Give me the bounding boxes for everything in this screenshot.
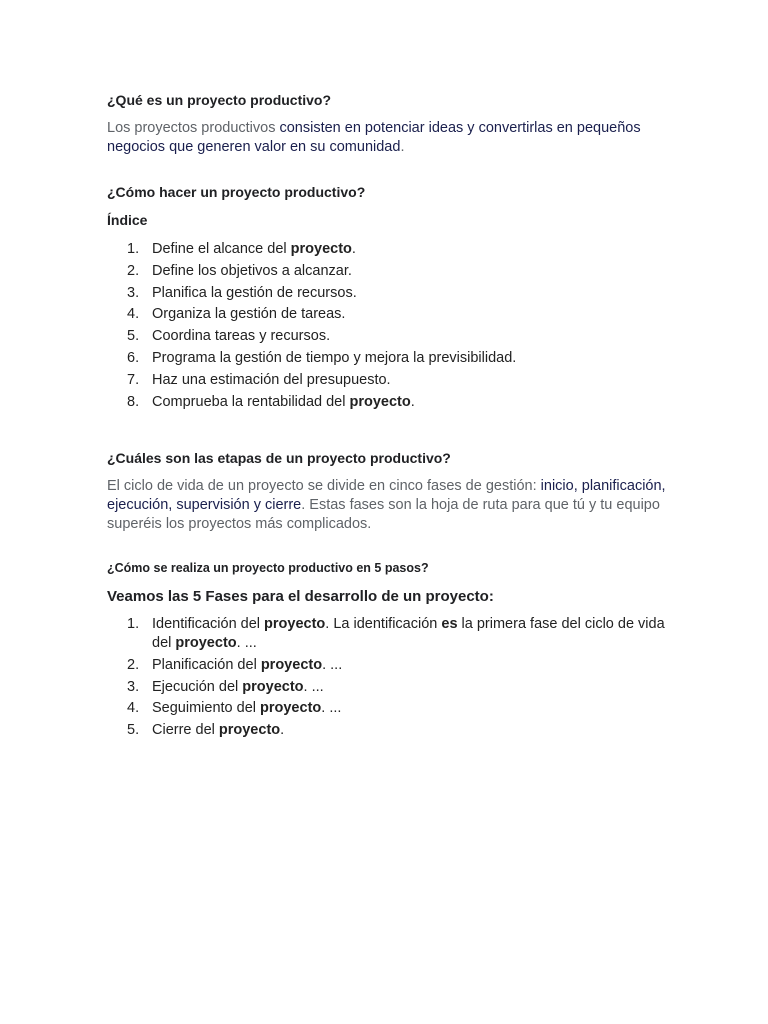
index-list-item <box>107 349 667 368</box>
list-item-bold: proyecto <box>264 616 326 632</box>
list-item-text: . ... <box>321 700 342 717</box>
list-item-text: Planifica la gestión de recursos. <box>152 284 357 301</box>
list-item-text: Programa la gestión de tiempo y mejora la previsibilidad. <box>152 349 517 366</box>
list-item-bold: proyecto <box>175 635 237 651</box>
section4-heading: ¿Cómo se realiza un proyecto productivo en 5 pasos? <box>107 561 429 575</box>
list-item-number: 7. <box>127 371 140 388</box>
list-item-number: 6. <box>127 349 140 366</box>
list-item-bold: proyecto <box>349 393 411 410</box>
list-item-number: 8. <box>127 393 140 410</box>
section1-para-highlight: consisten en potenciar ideas y convertirlas en pequeños negocios que generen valor en su comunidad <box>107 120 641 155</box>
phase-list-item <box>107 721 667 740</box>
list-item-number: 2. <box>127 656 140 673</box>
list-item-number: 5. <box>127 328 140 345</box>
section2-heading: ¿Cómo hacer un proyecto productivo? <box>107 184 366 200</box>
list-item-number: 3. <box>127 678 140 695</box>
phase-list-item <box>107 656 667 675</box>
section3-paragraph <box>107 477 667 534</box>
list-item-number: 2. <box>127 262 140 279</box>
section3-para-highlight: inicio, planificación, ejecución, supervisión y cierre <box>107 478 666 513</box>
list-item-text: Ejecución del <box>152 678 243 695</box>
phase-list-item <box>107 678 667 697</box>
list-item-text: . ... <box>303 678 324 695</box>
list-item-number: 1. <box>127 616 140 632</box>
list-item-number: 4. <box>127 700 140 717</box>
index-list-item <box>107 305 667 324</box>
section4-subheading: Veamos las 5 Fases para el desarrollo de un proyecto: <box>107 588 494 605</box>
list-item-text: Coordina tareas y recursos. <box>152 328 331 345</box>
list-item-bold: proyecto <box>260 656 323 673</box>
list-item-bold: proyecto <box>290 241 352 257</box>
list-item-text: . <box>280 722 285 739</box>
list-item-text: Planificación del <box>152 656 261 673</box>
list-item-number: 4. <box>127 306 140 323</box>
index-list-item <box>107 393 667 412</box>
list-item-text: Define los objetivos a alcanzar. <box>152 262 352 279</box>
section3-para-tail: . Estas fases son la hoja de ruta para que tú y tu equipo superéis los proyectos más complicados. <box>107 497 660 532</box>
list-item-text: . La identificación <box>325 616 442 632</box>
index-list-item <box>107 240 667 259</box>
section3-para-lead: El ciclo de vida de un proyecto se divide en cinco fases de gestión: <box>107 478 541 494</box>
index-list-item <box>107 327 667 346</box>
index-list <box>107 240 667 414</box>
section1-para-tail: . <box>400 139 405 155</box>
index-title: Índice <box>107 212 148 228</box>
list-item-text: . ... <box>236 635 257 651</box>
list-item-bold: es <box>441 616 458 632</box>
list-item-bold: proyecto <box>260 700 322 717</box>
list-item-text: . <box>351 241 356 257</box>
phase-list-item <box>107 615 667 653</box>
list-item-text: . ... <box>322 656 343 673</box>
list-item-bold: proyecto <box>242 678 304 695</box>
section1-heading: ¿Qué es un proyecto productivo? <box>107 92 332 108</box>
list-item-number: 5. <box>127 722 140 739</box>
list-item-text: Organiza la gestión de tareas. <box>152 306 346 323</box>
index-list-item <box>107 262 667 281</box>
section1-para-lead: Los proyectos productivos <box>107 120 280 136</box>
section1-paragraph <box>107 119 667 157</box>
list-item-text: . <box>410 393 415 410</box>
list-item-text: Haz una estimación del presupuesto. <box>152 371 391 388</box>
list-item-number: 1. <box>127 241 140 257</box>
list-item-number: 3. <box>127 284 140 301</box>
list-item-text: Cierre del <box>152 722 219 739</box>
phase-list-item <box>107 699 667 718</box>
index-list-item <box>107 371 667 390</box>
index-list-item <box>107 284 667 303</box>
list-item-text: Seguimiento del <box>152 700 261 717</box>
list-item-text: Define el alcance del <box>152 241 291 257</box>
list-item-text: la primera fase del ciclo de vida del <box>152 616 665 651</box>
phases-list <box>107 615 667 743</box>
list-item-bold: proyecto <box>218 722 281 739</box>
section3-heading: ¿Cuáles son las etapas de un proyecto productivo? <box>107 450 451 466</box>
list-item-text: Comprueba la rentabilidad del <box>152 393 350 410</box>
list-item-text: Identificación del <box>152 616 265 632</box>
